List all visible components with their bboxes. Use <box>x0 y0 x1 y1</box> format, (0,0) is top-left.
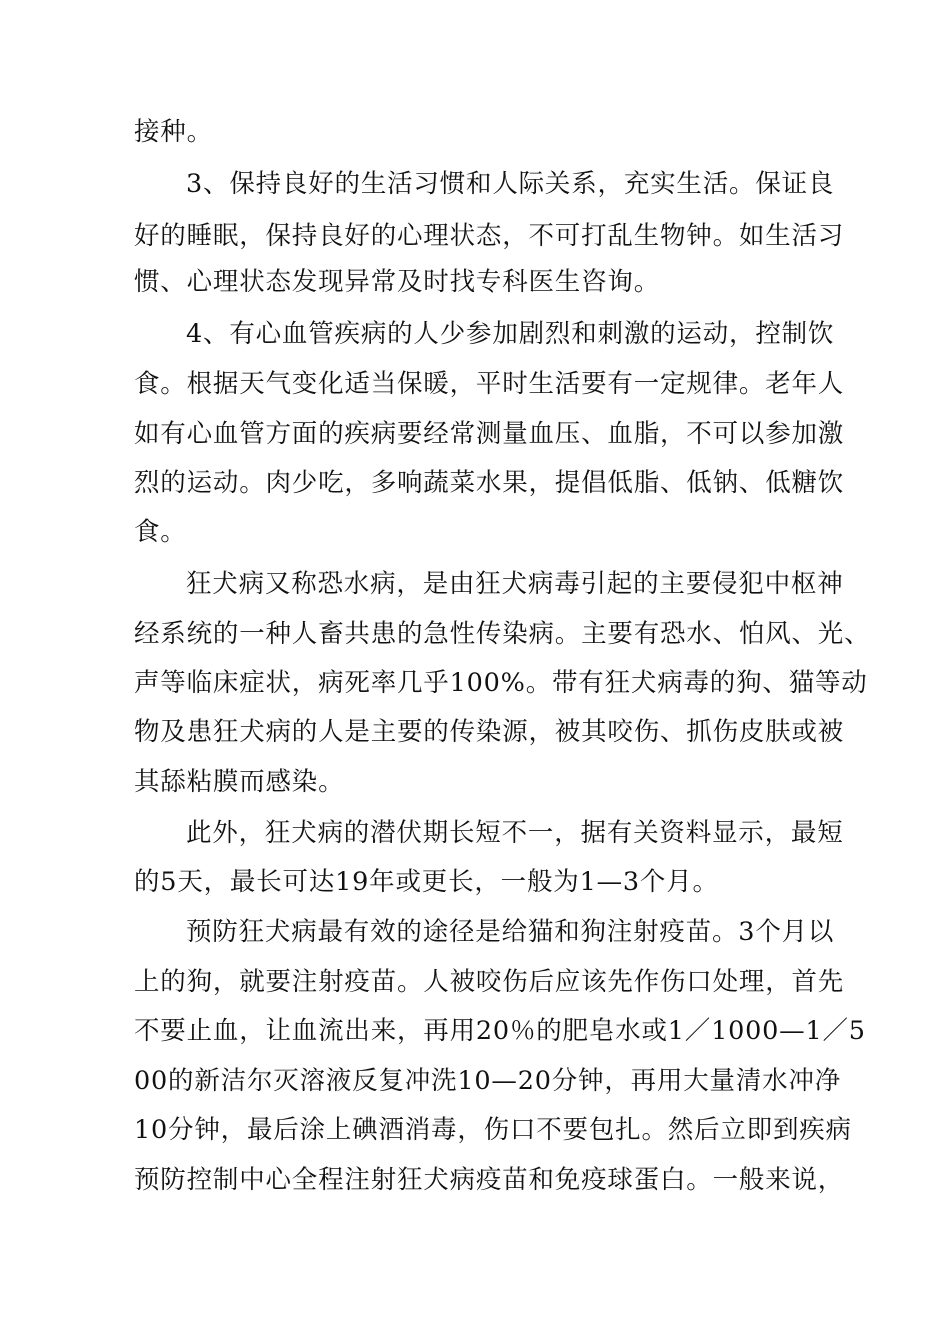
text-line: 烈的运动。肉少吃，多响蔬菜水果，提倡低脂、低钠、低糖饮 <box>134 468 845 498</box>
text-line: 食。 <box>134 517 187 547</box>
paragraph-prevention-start: 预防狂犬病最有效的途径是给猫和狗注射疫苗。3个月以 <box>186 917 835 947</box>
paragraph-4-start: 4、有心血管疾病的人少参加剧烈和刺激的运动，控制饮 <box>186 319 835 349</box>
text-line: 好的睡眠，保持良好的心理状态，不可打乱生物钟。如生活习 <box>134 221 845 251</box>
text-line: 10分钟，最后涂上碘酒消毒，伤口不要包扎。然后立即到疾病 <box>134 1115 852 1145</box>
text-line: 如有心血管方面的疾病要经常测量血压、血脂，不可以参加激 <box>134 419 845 449</box>
paragraph-3-start: 3、保持良好的生活习惯和人际关系，充实生活。保证良 <box>186 169 835 199</box>
text-line: 的5天，最长可达19年或更长，一般为1—3个月。 <box>134 867 719 897</box>
text-line: 00的新洁尔灭溶液反复冲洗10—20分钟，再用大量清水冲净 <box>134 1066 842 1096</box>
text-line: 预防控制中心全程注射狂犬病疫苗和免疫球蛋白。一般来说， <box>134 1165 845 1195</box>
text-line: 上的狗，就要注射疫苗。人被咬伤后应该先作伤口处理，首先 <box>134 967 845 997</box>
text-line: 不要止血，让血流出来，再用20％的肥皂水或1／1000—1／5 <box>134 1016 866 1046</box>
text-line: 食。根据天气变化适当保暖，平时生活要有一定规律。老年人 <box>134 369 845 399</box>
text-line: 声等临床症状，病死率几乎100%。带有狂犬病毒的狗、猫等动 <box>134 668 868 698</box>
paragraph-incubation-start: 此外，狂犬病的潜伏期长短不一，据有关资料显示，最短 <box>186 818 844 848</box>
text-line: 其舔粘膜而感染。 <box>134 767 345 797</box>
text-line: 经系统的一种人畜共患的急性传染病。主要有恐水、怕风、光、 <box>134 619 871 649</box>
text-line: 物及患狂犬病的人是主要的传染源，被其咬伤、抓伤皮肤或被 <box>134 717 845 747</box>
text-line: 接种。 <box>134 117 213 147</box>
paragraph-rabies-start: 狂犬病又称恐水病，是由狂犬病毒引起的主要侵犯中枢神 <box>186 569 844 599</box>
text-line: 惯、心理状态发现异常及时找专科医生咨询。 <box>134 267 661 297</box>
